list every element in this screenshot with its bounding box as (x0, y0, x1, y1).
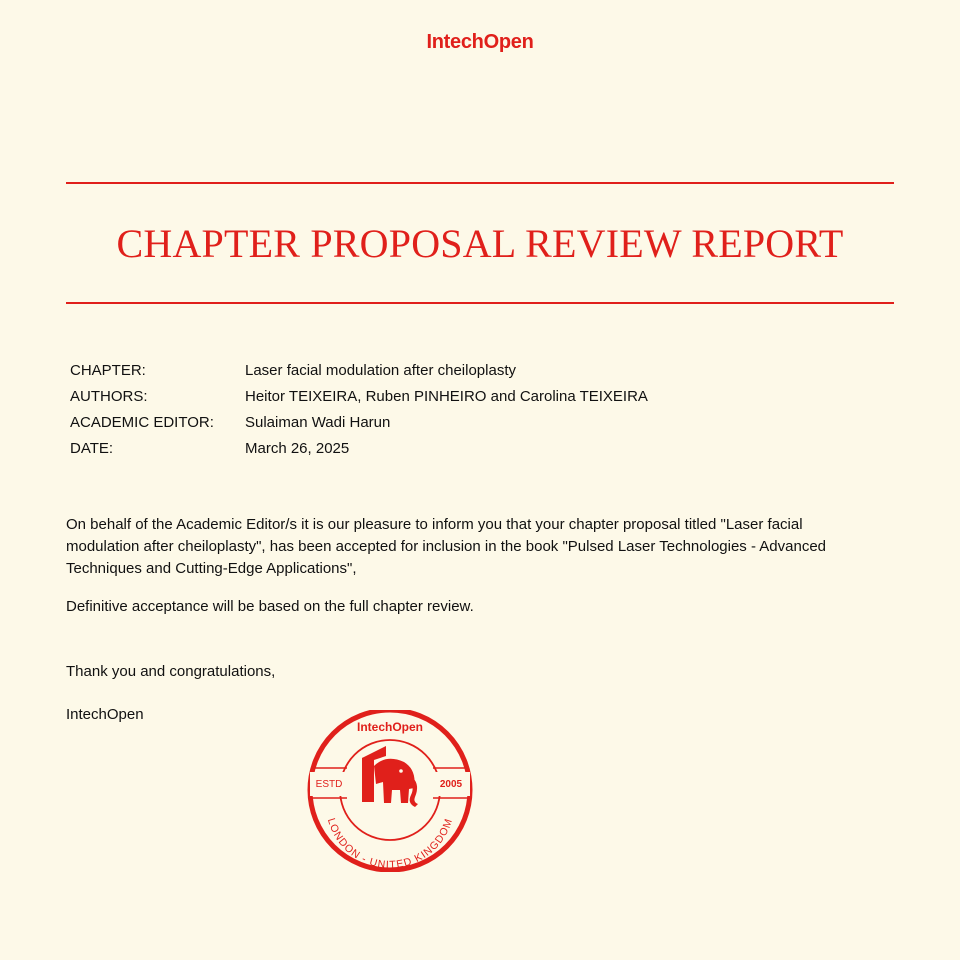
top-divider (66, 182, 894, 184)
closing-line: Thank you and congratulations, (66, 663, 276, 680)
seal-location-text: LONDON - UNITED KINGDOM (324, 816, 456, 872)
chapter-row (70, 358, 910, 384)
authors-row (70, 384, 910, 410)
seal-estd-text: ESTD (315, 779, 343, 790)
signature: IntechOpen (66, 706, 144, 723)
seal-year-text: 2005 (439, 779, 463, 790)
seal-emblem-icon (362, 746, 418, 807)
seal-stamp-icon (304, 710, 476, 872)
academic-editor-row (70, 410, 910, 436)
date-value: March 26, 2025 (245, 440, 350, 457)
bottom-divider (66, 302, 894, 304)
chapter-label: CHAPTER: (70, 362, 146, 379)
chapter-value: Laser facial modulation after cheiloplasty (245, 362, 516, 379)
academic-editor-value: Sulaiman Wadi Harun (245, 414, 391, 431)
date-row (70, 436, 910, 462)
authors-value: Heitor TEIXEIRA, Ruben PINHEIRO and Carolina TEIXEIRA (245, 388, 648, 405)
seal-brand-text: IntechOpen (356, 720, 424, 734)
acceptance-paragraph: On behalf of the Academic Editor/s it is our pleasure to inform you that your chapter proposal titled "Laser facial modulation after cheiloplasty", has been accepted for inclusion in the book "Pulsed Laser Technologies - Advanced Techniques and Cutting-Edge Applications", (66, 516, 827, 577)
review-note-paragraph: Definitive acceptance will be based on the full chapter review. (66, 598, 474, 615)
brand-logo: IntechOpen (426, 31, 534, 53)
chapter-details (70, 358, 910, 462)
date-label: DATE: (70, 440, 114, 457)
svg-text:LONDON - UNITED KINGDOM (325, 817, 455, 871)
academic-editor-label: ACADEMIC EDITOR: (70, 414, 214, 431)
authors-label: AUTHORS: (70, 388, 148, 405)
report-title: CHAPTER PROPOSAL REVIEW REPORT (116, 221, 844, 266)
